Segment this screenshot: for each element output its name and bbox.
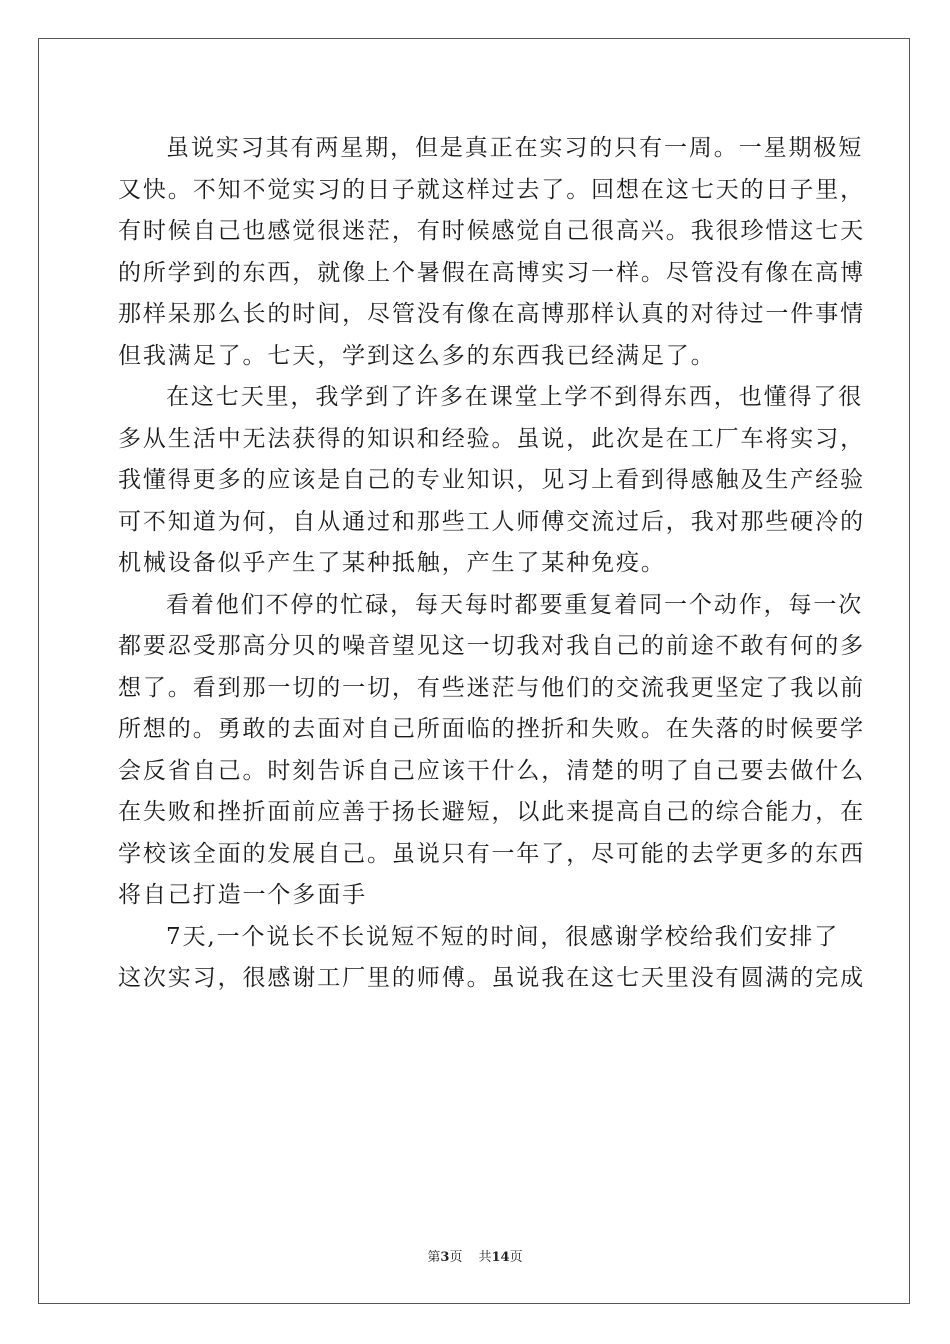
total-page-count: 14 bbox=[491, 1250, 510, 1265]
paragraph-line: 学校该全面的发展自己。虽说只有一年了，尽可能的去学更多的东西 bbox=[118, 840, 865, 867]
paragraph-line: 7天,一个说长不长说短不短的时间，很感谢学校给我们安排了 bbox=[166, 923, 840, 950]
paragraph-line: 在失败和挫折面前应善于扬长避短，以此来提高自己的综合能力，在 bbox=[118, 799, 865, 825]
paragraph-line: 所想的。勇敢的去面对自己所面临的挫折和失败。在失落的时候要学 bbox=[118, 716, 865, 742]
paragraph-line: 但我满足了。七天，学到这么多的东西我已经满足了。 bbox=[118, 342, 716, 369]
paragraph-line: 有时候自己也感觉很迷茫，有时候感觉自己很高兴。我很珍惜这七天 bbox=[118, 218, 865, 244]
paragraph-4 bbox=[118, 917, 865, 1000]
paragraph-2 bbox=[118, 377, 865, 585]
paragraph-line: 会反省自己。时刻告诉自己应该干什么，清楚的明了自己要去做什么 bbox=[118, 757, 865, 784]
paragraph-line: 多从生活中无法获得的知识和经验。虽说，此次是在工厂车将实习， bbox=[118, 425, 865, 452]
paragraph-line: 在这七天里，我学到了许多在课堂上学不到得东西，也懂得了很 bbox=[166, 384, 864, 410]
paragraph-line: 看着他们不停的忙碌，每天每时都要重复着同一个动作，每一次 bbox=[166, 591, 864, 618]
paragraph-line: 将自己打造一个多面手 bbox=[118, 882, 367, 908]
total-suffix: 页 bbox=[509, 1250, 523, 1265]
paragraph-line: 想了。看到那一切的一切，有些迷茫与他们的交流我更坚定了我以前 bbox=[118, 674, 865, 701]
paragraph-line: 机械设备似乎产生了某种抵触，产生了某种免疫。 bbox=[118, 550, 666, 576]
paragraph-1 bbox=[118, 128, 865, 377]
page-suffix: 页 bbox=[449, 1250, 463, 1265]
paragraph-line: 我懂得更多的应该是自己的专业知识，见习上看到得感触及生产经验 bbox=[118, 467, 865, 493]
document-body bbox=[118, 128, 865, 1000]
paragraph-line: 的所学到的东西，就像上个暑假在高博实习一样。尽管没有像在高博 bbox=[118, 259, 865, 286]
paragraph-line: 这次实习，很感谢工厂里的师傅。虽说我在这七天里没有圆满的完成 bbox=[118, 965, 865, 991]
current-page-number: 3 bbox=[440, 1250, 450, 1265]
paragraph-line: 都要忍受那高分贝的噪音望见这一切我对我自己的前途不敢有何的多 bbox=[118, 633, 865, 659]
paragraph-3 bbox=[118, 585, 865, 917]
paragraph-line: 虽说实习其有两星期，但是真正在实习的只有一周。一星期极短 bbox=[166, 135, 864, 161]
page-prefix: 第 bbox=[427, 1250, 441, 1265]
total-prefix: 共 bbox=[478, 1250, 492, 1265]
paragraph-line: 又快。不知不觉实习的日子就这样过去了。回想在这七天的日子里， bbox=[118, 176, 865, 203]
paragraph-line: 那样呆那么长的时间，尽管没有像在高博那样认真的对待过一件事情 bbox=[118, 301, 865, 327]
paragraph-line: 可不知道为何，自从通过和那些工人师傅交流过后，我对那些硬冷的 bbox=[118, 508, 865, 535]
page-footer bbox=[0, 1246, 950, 1265]
